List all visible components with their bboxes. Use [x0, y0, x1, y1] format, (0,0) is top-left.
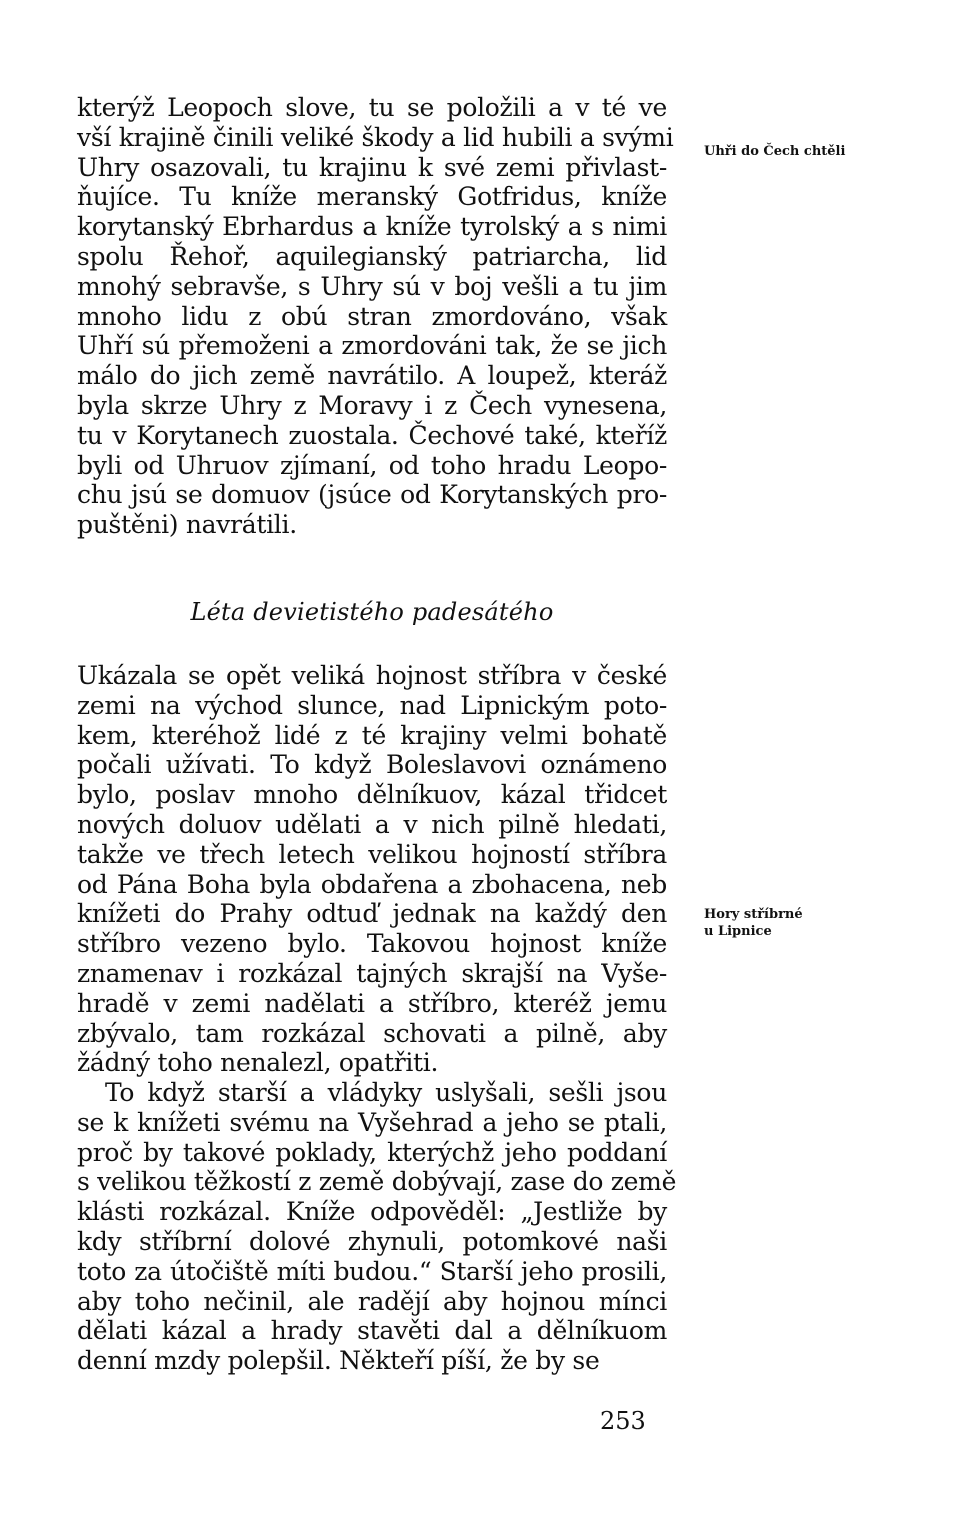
text-line: zbývalo, tam rozkázal schovati a pilně, aby [77, 1018, 667, 1048]
section-heading: Léta devietistého padesátého [190, 598, 554, 626]
text-line: kdy stříbrní dolové zhynuli, potomkové naši [77, 1226, 667, 1256]
text-line: s velikou těžkostí z země dobývají, zase do země [77, 1167, 677, 1197]
margin-note-hory-line1: Hory stříbrné [704, 907, 803, 922]
text-line: málo do jich země navrátilo. A loupež, kteráž [77, 361, 667, 391]
paragraph-silver [77, 661, 667, 1078]
text-line: kem, kteréhož lidé z té krajiny velmi bohatě [77, 720, 667, 750]
text-line: ňujíce. Tu kníže meranský Gotfridus, kníže [77, 182, 667, 212]
text-line: knížeti do Prahy odtuď jednak na každý den [77, 899, 667, 929]
text-line: denní mzdy polepšil. Někteří píší, že by se [77, 1346, 600, 1376]
text-line: toto za útočiště míti budou.“ Starší jeho prosili, [77, 1256, 667, 1286]
text-line: mnoho lidu z obú stran zmordováno, však [77, 301, 667, 331]
text-line: Ukázala se opět veliká hojnost stříbra v české [77, 661, 667, 690]
text-line: korytanský Ebrhardus a kníže tyrolský a s nimi [77, 212, 667, 242]
text-line: takže ve třech letech velikou hojností stříbra [77, 839, 667, 869]
text-line: Uhry osazovali, tu krajinu k své zemi přivlast- [77, 152, 667, 182]
page-number: 253 [600, 1407, 646, 1435]
paragraph-continued [77, 93, 674, 540]
text-line: nových doluov udělati a v nich pilně hledati, [77, 809, 667, 839]
text-line: byla skrze Uhry z Moravy i z Čech vynesena, [77, 390, 667, 420]
margin-note-hory [704, 906, 803, 940]
paragraph-elders [77, 1078, 677, 1376]
text-line: Uhří sú přemoženi a zmordováni tak, že se jich [77, 331, 667, 361]
text-line: bylo, poslav mnoho dělníkuov, kázal třidcet [77, 780, 667, 810]
text-line: znamenav i rozkázal tajných skrajší na Vyše- [77, 958, 667, 988]
text-line: vší krajině činili veliké škody a lid hubili a svými [77, 122, 674, 152]
text-line: chu jsú se domuov (jsúce od Korytanských pro- [77, 480, 667, 510]
text-line: tu v Korytanech zuostala. Čechové také, kteříž [77, 420, 667, 450]
text-line: zemi na východ slunce, nad Lipnickým poto- [77, 690, 667, 720]
text-line: To když starší a vládyky uslyšali, sešli jsou [105, 1078, 667, 1107]
text-line: puštěni) navrátili. [77, 510, 297, 540]
text-line: kterýž Leopoch slove, tu se položili a v té ve [77, 93, 667, 122]
text-line: aby toho nečinil, ale radějí aby hojnou mínci [77, 1286, 667, 1316]
text-line: klásti rozkázal. Kníže odpověděl: „Jestliže by [77, 1197, 667, 1227]
text-line: spolu Řehoř, aquilegianský patriarcha, lid [77, 241, 667, 271]
margin-note-hory-line2: u Lipnice [704, 924, 772, 939]
text-line: mnohý sebravše, s Uhry sú v boj vešli a tu jim [77, 271, 667, 301]
text-line: počali užívati. To když Boleslavovi oznámeno [77, 750, 667, 780]
text-line: od Pána Boha byla obdařena a zbohacena, neb [77, 869, 667, 899]
text-line: hradě v zemi nadělati a stříbro, kteréž jemu [77, 988, 667, 1018]
text-line: proč by takové poklady, kterýchž jeho poddaní [77, 1137, 667, 1167]
text-line: dělati kázal a hrady stavěti dal a dělníkuom [77, 1316, 667, 1346]
margin-note-uhri: Uhři do Čech chtěli [704, 144, 846, 159]
text-line: byli od Uhruov zjímaní, od toho hradu Leopo- [77, 450, 667, 480]
text-line: žádný toho nenalezl, opatřiti. [77, 1048, 439, 1078]
text-line: se k knížeti svému na Vyšehrad a jeho se ptali, [77, 1107, 667, 1137]
text-line: stříbro vezeno bylo. Takovou hojnost kníže [77, 929, 667, 959]
